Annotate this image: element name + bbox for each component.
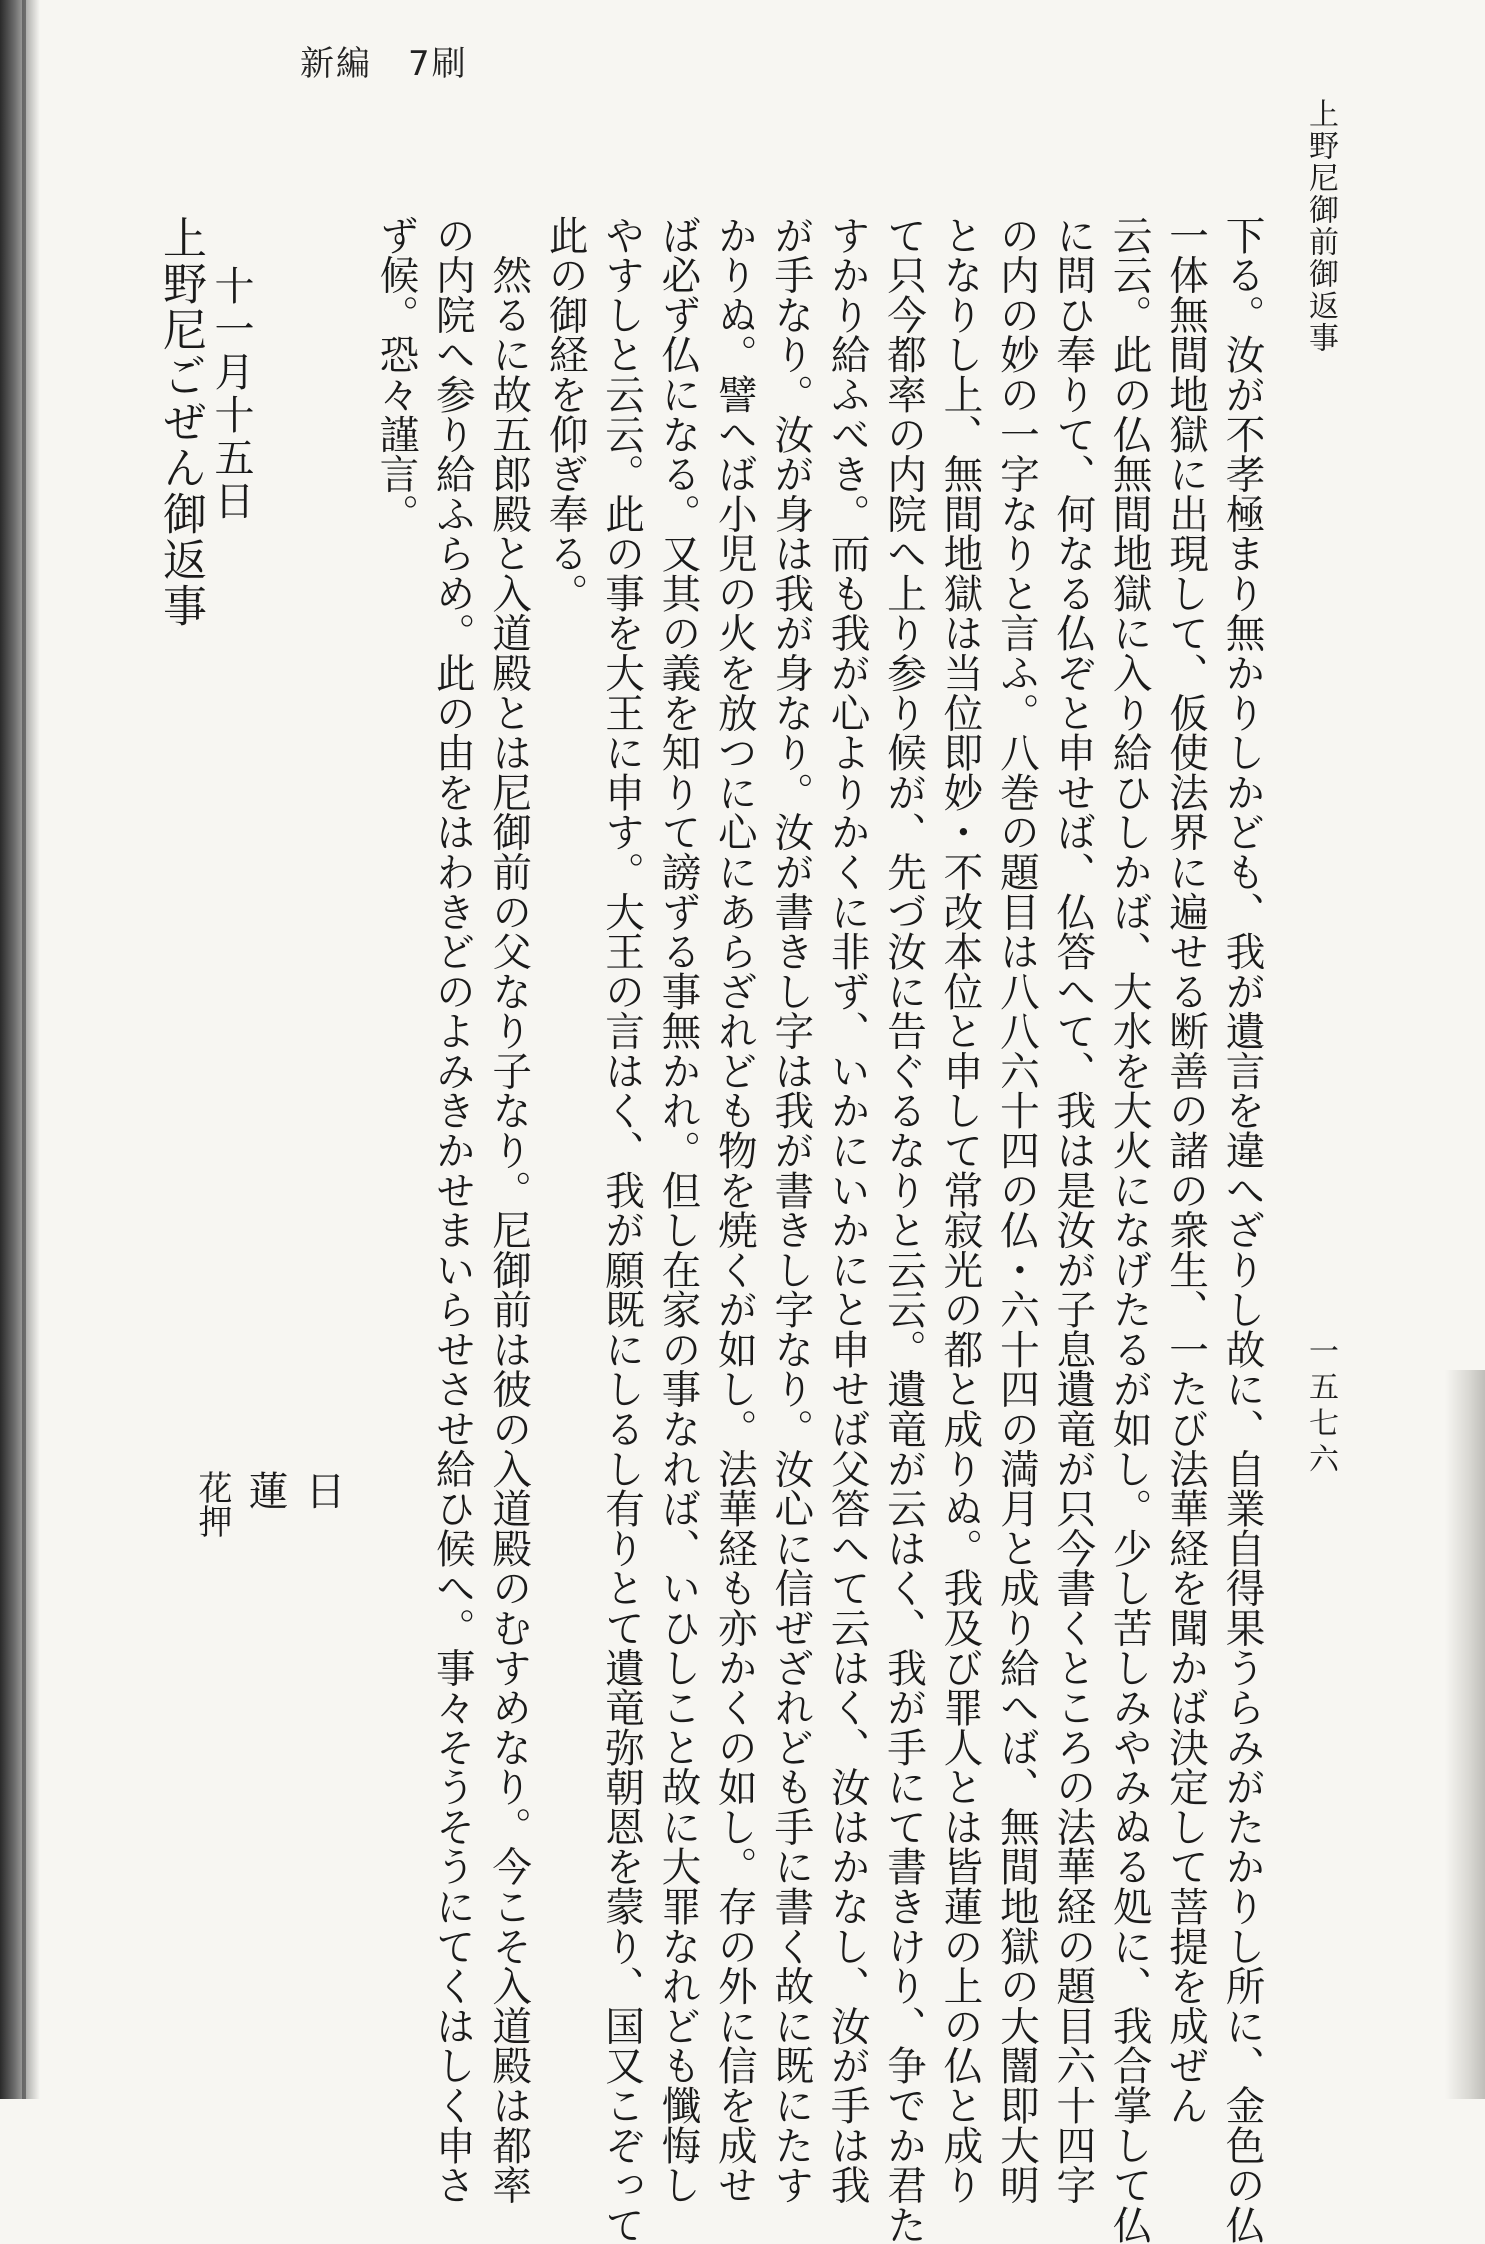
text-line: の内院へ参り給ふらめ。此の由をはわきどのよみきかせまいらせさせ給ひ候へ。事々そうそうにてくはしく申さ xyxy=(429,215,476,2205)
text-line: 一体無間地獄に出現して、仮使法界に遍せる断善の諸の衆生、一たび法華経を聞かば決定して菩提を成ぜん xyxy=(1162,215,1209,2125)
book-gutter-line xyxy=(22,0,26,2099)
text-line: すかり給ふべき。而も我が心よりかくに非ず、いかにいかにと申せば父答へて云はく、汝はかなし、汝が手は我 xyxy=(824,215,871,2205)
text-line: ば必ず仏になる。又其の義を知りて謗ずる事無かれ。但し在家の事なれば、いひしこと故に大罪なれども懺悔し xyxy=(654,215,701,2205)
text-line: ず候。恐々謹言。 xyxy=(372,215,419,534)
text-line: かりぬ。譬へば小児の火を放つに心にあらざれども物を焼くが如し。法華経も亦かくの如し。存の外に信を成せ xyxy=(711,215,758,2205)
page-edge-shadow xyxy=(1445,1370,1485,2099)
letter-body xyxy=(270,215,1270,2244)
signature-kao: 花押 xyxy=(192,1470,232,1538)
running-title: 上野尼御前御返事 xyxy=(1303,98,1338,354)
text-line: て只今都率の内院へ上り参り候が、先づ汝に告ぐるなりと云云。遺竜が云はく、我が手にて書きけり、争でか君た xyxy=(880,215,927,2244)
book-binding-shadow xyxy=(0,0,40,2099)
text-line: となりし上、無間地獄は当位即妙・不改本位と申して常寂光の都と成りぬ。我及び罪人とは皆蓮の上の仏と成り xyxy=(936,215,983,2205)
text-line: 此の御経を仰ぎ奉る。 xyxy=(542,215,589,613)
text-line: が手なり。汝が身は我が身なり。汝が書きし字は我が書きし字なり。汝心に信ぜざれども手に書く故に既にたす xyxy=(767,215,814,2205)
text-line: 云云。此の仏無間地獄に入り給ひしかば、大水を大火になげたるが如し。少し苦しみやみぬる処に、我合掌して仏 xyxy=(1106,215,1153,2244)
addressee-closing: 上野尼ごぜん御返事 xyxy=(155,215,206,629)
signature xyxy=(188,1470,351,1600)
page-number: 一五七六 xyxy=(1303,1335,1338,1479)
text-line: 然るに故五郎殿と入道殿とは尼御前の父なり子なり。尼御前は彼の入道殿のむすめなり。今こそ入道殿は都率 xyxy=(485,215,532,2205)
signature-char: 日 xyxy=(299,1470,345,1510)
text-line: に問ひ奉りて、何なる仏ぞと申せば、仏答へて、我は是汝が子息遺竜が只今書くところの法華経の題目六十四字 xyxy=(1049,215,1096,2205)
text-line: 下る。汝が不孝極まり無かりしかども、我が遺言を違へざりし故に、自業自得果うらみがたかりし所に、金色の仏 xyxy=(1219,215,1265,2244)
text-line: やすしと云云。此の事を大王に申す。大王の言はく、我が願既にしるし有りとて遺竜弥朝恩を蒙り、国又こぞって xyxy=(598,215,645,2244)
signature-char: 蓮 xyxy=(242,1470,288,1510)
letter-date: 十一月十五日 xyxy=(208,265,254,523)
text-line: の内の妙の一字なりと言ふ。八巻の題目は八八六十四の仏・六十四の満月と成り給へば、無間地獄の大闇即大明 xyxy=(993,215,1040,2205)
edition-stamp: 新編 7刷 xyxy=(300,44,468,84)
